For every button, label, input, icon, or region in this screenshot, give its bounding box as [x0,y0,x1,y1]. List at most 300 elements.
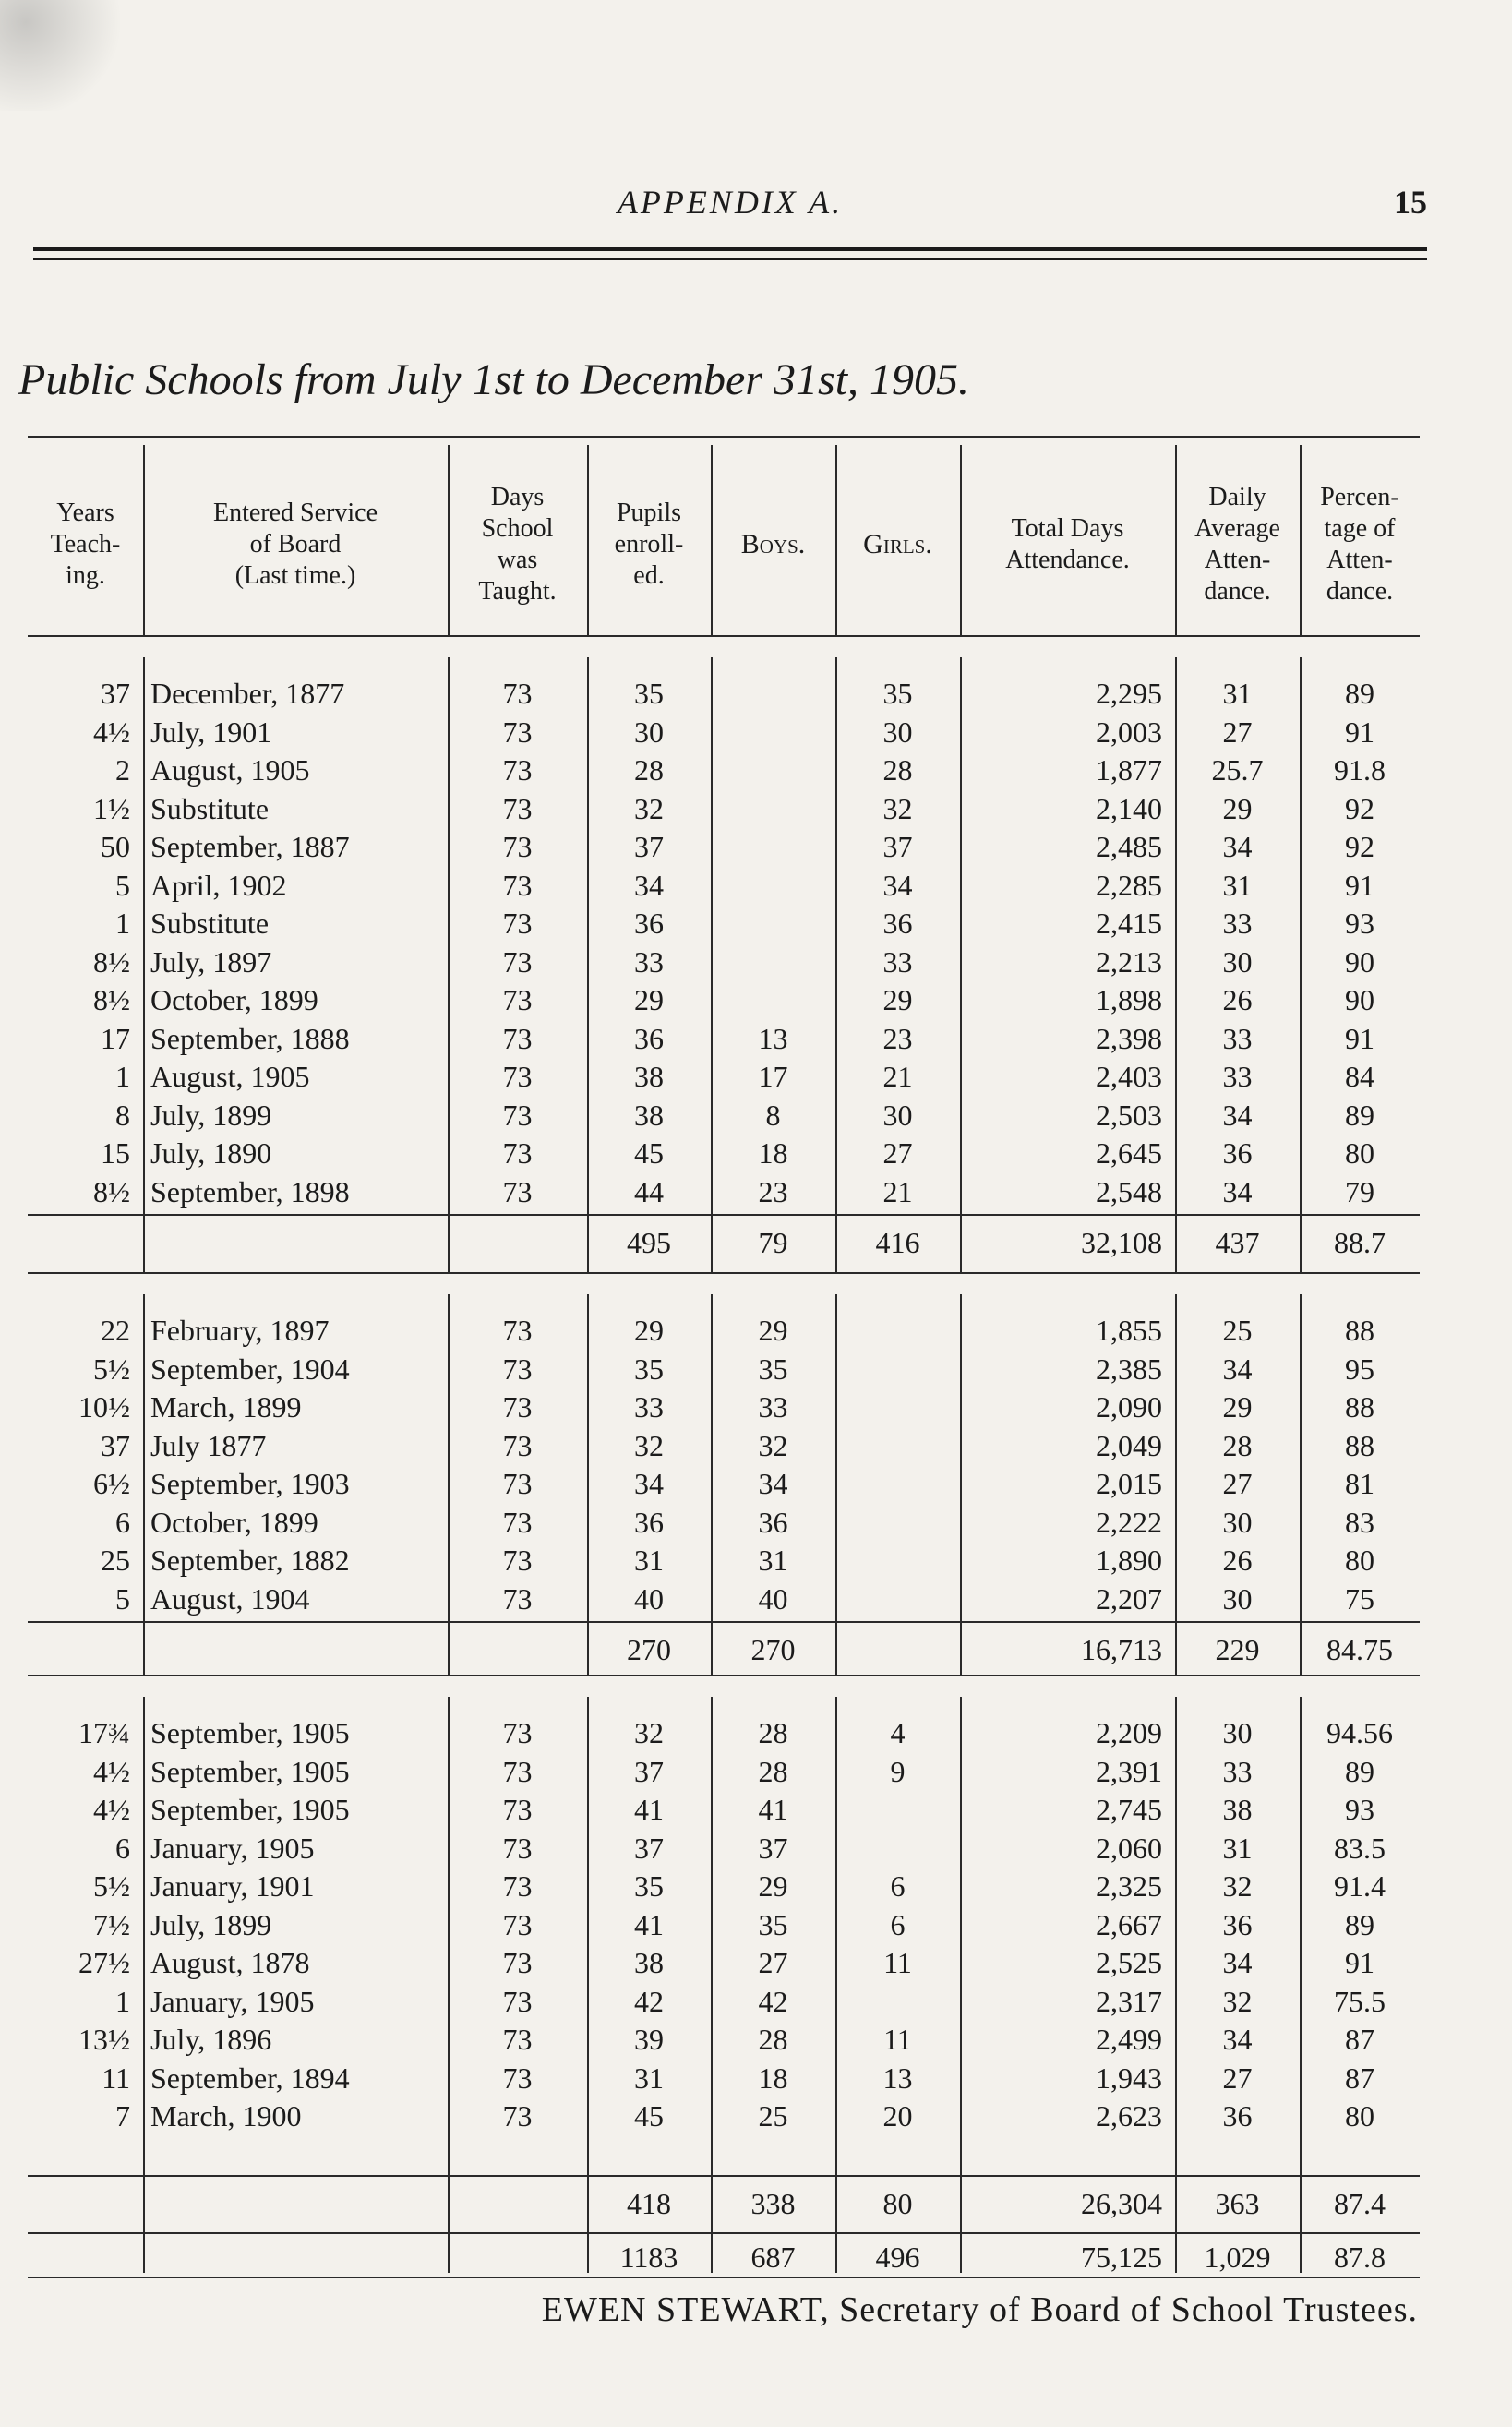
cell-total-days: 2,207 [1096,1581,1162,1616]
cell-boys: 34 [758,1467,788,1500]
total-daily-avg: 363 [1215,2187,1260,2220]
column-divider [143,1697,145,2232]
cell-pupils: 38 [634,1060,664,1093]
cell-entered: July, 1899 [150,1098,272,1132]
column-divider [1300,2232,1302,2273]
cell-daily-avg: 34 [1222,2023,1253,2056]
column-divider [960,1697,962,2232]
cell-years: 1 [115,907,130,940]
cell-percentage: 89 [1345,1098,1374,1132]
cell-daily-avg: 31 [1222,1831,1253,1865]
cell-daily-avg: 38 [1222,1793,1253,1826]
cell-boys: 25 [758,2099,788,2133]
cell-percentage: 91.8 [1334,753,1386,787]
cell-pupils: 33 [634,1390,664,1424]
total-percentage: 88.7 [1334,1226,1386,1259]
total-pupils: 270 [627,1633,671,1666]
cell-daily-avg: 34 [1222,1946,1253,1979]
column-divider [835,657,837,1272]
header-column-divider [587,445,589,635]
cell-years: 17¾ [78,1716,130,1749]
cell-entered: September, 1903 [150,1467,350,1500]
column-divider [960,2232,962,2273]
cell-total-days: 2,485 [1096,830,1162,863]
total-girls: 80 [882,2187,913,2220]
cell-entered: August, 1878 [150,1946,310,1979]
cell-days: 73 [502,868,533,902]
column-divider [835,1697,837,2232]
cell-girls: 21 [882,1060,913,1093]
cell-percentage: 80 [1345,1544,1374,1577]
cell-pupils: 35 [634,1352,664,1386]
cell-total-days: 2,213 [1096,944,1162,979]
cell-total-days: 1,877 [1096,753,1162,787]
cell-daily-avg: 36 [1222,1136,1253,1170]
cell-entered: September, 1882 [150,1544,350,1577]
cell-pupils: 36 [634,1505,664,1539]
cell-daily-avg: 26 [1222,983,1253,1016]
cell-pupils: 34 [634,1467,664,1500]
cell-percentage: 91 [1345,868,1374,902]
cell-days: 73 [502,983,533,1016]
cell-girls: 37 [882,830,913,863]
cell-years: 2 [115,753,130,787]
total-total-days: 26,304 [1081,2187,1162,2220]
cell-entered: March, 1899 [150,1390,302,1424]
column-divider [711,1294,713,1675]
cell-daily-avg: 31 [1222,677,1253,710]
signature-line: EWEN STEWART, Secretary of Board of School Trustees. [541,2290,1418,2329]
cell-pupils: 31 [634,2061,664,2095]
cell-days: 73 [502,944,533,979]
cell-years: 8½ [93,944,130,979]
cell-days: 73 [502,1831,533,1865]
cell-percentage: 80 [1345,1136,1374,1170]
cell-percentage: 89 [1345,1907,1374,1941]
cell-boys: 29 [758,1314,788,1347]
cell-percentage: 93 [1345,907,1374,940]
cell-boys: 23 [758,1174,788,1208]
cell-years: 50 [101,830,130,863]
cell-girls: 23 [882,1021,913,1055]
column-header-entered: Entered Service of Board (Last time.) [212,499,378,590]
cell-percentage: 92 [1345,830,1374,863]
cell-girls: 29 [882,983,913,1016]
cell-pupils: 45 [634,1136,664,1170]
cell-days: 73 [502,1907,533,1941]
cell-pupils: 35 [634,677,664,710]
cell-days: 73 [502,1352,533,1386]
cell-percentage: 83.5 [1334,1831,1386,1865]
cell-total-days: 1,943 [1096,2061,1162,2095]
table-title: Public Schools from July 1st to December 31st, 1905. [18,355,970,404]
cell-girls: 21 [882,1174,913,1208]
cell-girls: 34 [882,868,913,902]
cell-years: 5 [115,868,130,902]
cell-boys: 35 [758,1907,788,1941]
cell-daily-avg: 27 [1222,1467,1253,1500]
cell-entered: August, 1905 [150,753,310,787]
cell-pupils: 41 [634,1793,664,1826]
cell-total-days: 2,645 [1096,1136,1162,1170]
cell-pupils: 39 [634,2023,664,2056]
cell-total-days: 2,385 [1096,1352,1162,1386]
cell-total-days: 2,285 [1096,868,1162,902]
total-daily-avg: 229 [1215,1633,1260,1666]
cell-pupils: 44 [634,1174,664,1208]
cell-pupils: 45 [634,2099,664,2133]
grand-total-girls: 496 [875,2241,920,2274]
column-divider [835,1294,837,1675]
cell-days: 73 [502,1793,533,1826]
cell-boys: 37 [758,1831,788,1865]
total-total-days: 32,108 [1081,1226,1162,1259]
header-column-divider [448,445,450,635]
cell-entered: January, 1901 [150,1869,315,1903]
cell-girls: 13 [882,2061,913,2095]
column-divider [1300,657,1302,1272]
cell-pupils: 37 [634,1754,664,1788]
cell-percentage: 79 [1345,1174,1374,1208]
cell-daily-avg: 32 [1222,1984,1253,2018]
cell-total-days: 1,898 [1096,983,1162,1016]
cell-total-days: 1,855 [1096,1314,1162,1347]
total-percentage: 84.75 [1326,1633,1393,1666]
cell-percentage: 87 [1345,2061,1374,2095]
grand-total-pupils: 1183 [619,2241,678,2274]
cell-girls: 11 [883,2023,912,2056]
cell-entered: July, 1897 [150,944,272,979]
column-divider [143,2232,145,2273]
cell-boys: 28 [758,2023,788,2056]
cell-years: 1½ [93,791,130,825]
cell-entered: January, 1905 [150,1831,315,1865]
cell-total-days: 2,548 [1096,1174,1162,1208]
cell-daily-avg: 34 [1222,1174,1253,1208]
cell-pupils: 37 [634,830,664,863]
cell-pupils: 38 [634,1946,664,1979]
section-divider [28,1675,1420,1676]
cell-years: 25 [101,1544,130,1577]
cell-boys: 36 [758,1505,788,1539]
cell-percentage: 94.56 [1326,1716,1393,1749]
cell-girls: 30 [882,1098,913,1132]
cell-girls: 4 [890,1716,906,1749]
cell-days: 73 [502,1716,533,1749]
cell-boys: 31 [758,1544,788,1577]
cell-daily-avg: 29 [1222,1390,1253,1424]
column-divider [1175,1697,1177,2232]
cell-girls: 11 [883,1946,912,1979]
cell-days: 73 [502,1544,533,1577]
cell-boys: 8 [765,1098,781,1132]
cell-daily-avg: 31 [1222,868,1253,902]
cell-boys: 32 [758,1428,788,1462]
cell-days: 73 [502,715,533,749]
cell-days: 73 [502,1754,533,1788]
cell-days: 73 [502,2099,533,2133]
header-column-divider [835,445,837,635]
cell-days: 73 [502,1428,533,1462]
cell-total-days: 2,222 [1096,1505,1162,1539]
cell-years: 13½ [78,2023,130,2056]
cell-pupils: 31 [634,1544,664,1577]
cell-years: 1 [115,1984,130,2018]
cell-years: 5½ [93,1352,130,1386]
cell-total-days: 2,667 [1096,1907,1162,1941]
cell-days: 73 [502,2061,533,2095]
totals-rule [28,1621,1420,1623]
cell-years: 22 [101,1314,130,1347]
cell-entered: September, 1905 [150,1793,350,1826]
cell-boys: 42 [758,1984,788,2018]
cell-percentage: 75.5 [1334,1984,1386,2018]
header-rule-top [33,247,1427,251]
cell-boys: 40 [758,1581,788,1616]
cell-daily-avg: 29 [1222,791,1253,825]
cell-daily-avg: 28 [1222,1428,1253,1462]
cell-pupils: 30 [634,715,664,749]
cell-daily-avg: 34 [1222,1352,1253,1386]
page-number: 15 [1394,184,1427,221]
cell-years: 5 [115,1581,130,1616]
cell-days: 73 [502,907,533,940]
cell-entered: Substitute [150,791,270,825]
grand-total-rule [28,2232,1420,2234]
header-column-divider [143,445,145,635]
cell-entered: March, 1900 [150,2099,302,2133]
column-divider [1175,657,1177,1272]
cell-days: 73 [502,2023,533,2056]
table-rule-bottom [28,2277,1420,2278]
cell-daily-avg: 33 [1222,1754,1253,1788]
cell-percentage: 91 [1345,715,1374,749]
cell-years: 37 [101,1428,130,1462]
cell-years: 8½ [93,983,130,1016]
cell-daily-avg: 30 [1222,1716,1253,1749]
cell-boys: 41 [758,1793,788,1826]
cell-total-days: 2,415 [1096,907,1162,940]
column-header-daily-avg: Daily Average Atten- dance. [1194,483,1280,606]
column-divider [448,1294,450,1675]
column-divider [960,657,962,1272]
cell-years: 10½ [78,1390,130,1424]
cell-entered: February, 1897 [150,1314,330,1347]
cell-percentage: 80 [1345,2099,1374,2133]
scan-smudge [0,0,129,111]
column-divider [1175,1294,1177,1675]
column-header-girls: Girls. [863,529,932,559]
cell-pupils: 36 [634,1021,664,1055]
grand-total-boys: 687 [750,2241,796,2274]
cell-girls: 33 [882,944,913,979]
total-girls: 416 [875,1226,920,1259]
cell-girls: 9 [890,1754,906,1788]
cell-total-days: 2,060 [1096,1831,1162,1865]
cell-entered: January, 1905 [150,1984,315,2018]
column-divider [587,1294,589,1675]
column-divider [1300,1697,1302,2232]
cell-pupils: 38 [634,1098,664,1132]
cell-total-days: 2,015 [1096,1467,1162,1500]
running-title: APPENDIX A. [617,184,844,221]
cell-percentage: 93 [1345,1793,1374,1826]
cell-percentage: 88 [1345,1390,1374,1424]
cell-percentage: 90 [1345,983,1374,1016]
cell-years: 1 [115,1060,130,1093]
total-boys: 338 [750,2187,796,2220]
cell-total-days: 2,403 [1096,1060,1162,1093]
column-divider [711,2232,713,2273]
column-header-boys: Boys. [740,529,806,559]
column-divider [448,1697,450,2232]
cell-total-days: 2,003 [1096,715,1162,749]
cell-boys: 29 [758,1869,788,1903]
cell-daily-avg: 33 [1222,907,1253,940]
cell-pupils: 41 [634,1907,664,1941]
grand-total-daily-avg: 1,029 [1204,2241,1271,2274]
cell-entered: August, 1904 [150,1581,310,1616]
cell-days: 73 [502,1136,533,1170]
cell-days: 73 [502,1390,533,1424]
cell-boys: 28 [758,1754,788,1788]
cell-years: 6 [115,1505,130,1539]
cell-years: 8½ [93,1174,130,1208]
cell-days: 73 [502,1060,533,1093]
cell-pupils: 32 [634,1716,664,1749]
cell-percentage: 75 [1345,1581,1374,1616]
cell-days: 73 [502,791,533,825]
cell-daily-avg: 25.7 [1211,753,1264,787]
cell-entered: September, 1905 [150,1754,350,1788]
cell-girls: 35 [882,677,913,710]
cell-percentage: 91.4 [1334,1869,1386,1903]
cell-days: 73 [502,1314,533,1347]
header-rule-bottom [33,258,1427,260]
cell-daily-avg: 30 [1222,1581,1253,1616]
cell-girls: 36 [882,907,913,940]
cell-total-days: 2,325 [1096,1869,1162,1903]
cell-entered: Substitute [150,907,270,940]
cell-total-days: 2,209 [1096,1716,1162,1749]
total-pupils: 418 [627,2187,671,2220]
cell-total-days: 2,525 [1096,1946,1162,1979]
cell-girls: 28 [882,753,913,787]
column-divider [1175,2232,1177,2273]
cell-total-days: 1,890 [1096,1544,1162,1577]
totals-rule [28,2175,1420,2177]
header-column-divider [711,445,713,635]
cell-pupils: 36 [634,907,664,940]
cell-girls: 30 [882,715,913,749]
cell-total-days: 2,317 [1096,1984,1162,2018]
cell-daily-avg: 27 [1222,715,1253,749]
total-total-days: 16,713 [1081,1633,1162,1666]
column-header-total-days: Total Days Attendance. [1005,514,1130,574]
cell-daily-avg: 30 [1222,1505,1253,1539]
cell-daily-avg: 33 [1222,1021,1253,1055]
column-divider [143,657,145,1272]
cell-percentage: 91 [1345,1946,1374,1979]
cell-years: 27½ [78,1946,130,1979]
cell-total-days: 2,295 [1096,677,1162,710]
cell-boys: 35 [758,1352,788,1386]
cell-years: 7 [115,2099,130,2133]
cell-daily-avg: 34 [1222,830,1253,863]
column-header-percentage: Percen- tage of Atten- dance. [1320,483,1399,606]
cell-total-days: 2,503 [1096,1098,1162,1132]
cell-boys: 13 [758,1021,788,1055]
cell-daily-avg: 36 [1222,1907,1253,1941]
cell-days: 73 [502,1467,533,1500]
cell-years: 4½ [93,1793,130,1826]
cell-boys: 33 [758,1390,788,1424]
cell-daily-avg: 25 [1222,1314,1253,1347]
page-header [33,183,1427,220]
cell-total-days: 2,745 [1096,1793,1162,1826]
header-column-divider [1175,445,1177,635]
cell-days: 73 [502,1984,533,2018]
cell-years: 11 [102,2061,130,2095]
totals-rule [28,1214,1420,1216]
cell-entered: September, 1898 [150,1174,350,1208]
total-percentage: 87.4 [1334,2187,1386,2220]
cell-days: 73 [502,1174,533,1208]
cell-days: 73 [502,1098,533,1132]
cell-pupils: 29 [634,1314,664,1347]
cell-years: 15 [101,1136,130,1170]
column-divider [711,657,713,1272]
cell-percentage: 91 [1345,1021,1374,1055]
cell-pupils: 35 [634,1869,664,1903]
cell-pupils: 37 [634,1831,664,1865]
cell-total-days: 2,398 [1096,1021,1162,1055]
cell-boys: 27 [758,1946,788,1979]
column-header-days: Days School was Taught. [478,483,557,606]
cell-pupils: 42 [634,1984,664,2018]
header-column-divider [960,445,962,635]
column-header-pupils: Pupils enroll- ed. [614,499,684,590]
cell-days: 73 [502,753,533,787]
cell-entered: September, 1887 [150,830,350,863]
cell-percentage: 81 [1345,1467,1374,1500]
column-divider [448,2232,450,2273]
cell-total-days: 2,140 [1096,791,1162,825]
cell-years: 7½ [93,1907,130,1941]
cell-boys: 18 [758,1136,788,1170]
cell-entered: September, 1888 [150,1021,350,1055]
cell-daily-avg: 34 [1222,1098,1253,1132]
cell-total-days: 2,391 [1096,1754,1162,1788]
cell-pupils: 40 [634,1581,664,1616]
cell-pupils: 28 [634,753,664,787]
cell-years: 17 [101,1021,130,1055]
cell-years: 6 [115,1831,130,1865]
cell-entered: July 1877 [150,1428,267,1462]
cell-girls: 6 [890,1869,906,1903]
cell-days: 73 [502,1946,533,1979]
cell-entered: December, 1877 [150,677,345,710]
cell-years: 4½ [93,1754,130,1788]
cell-daily-avg: 26 [1222,1544,1253,1577]
cell-boys: 17 [758,1060,788,1093]
cell-years: 6½ [93,1467,130,1500]
column-divider [587,1697,589,2232]
total-pupils: 495 [627,1226,671,1259]
cell-girls: 6 [890,1907,906,1941]
cell-entered: July, 1896 [150,2023,272,2056]
column-divider [960,1294,962,1675]
